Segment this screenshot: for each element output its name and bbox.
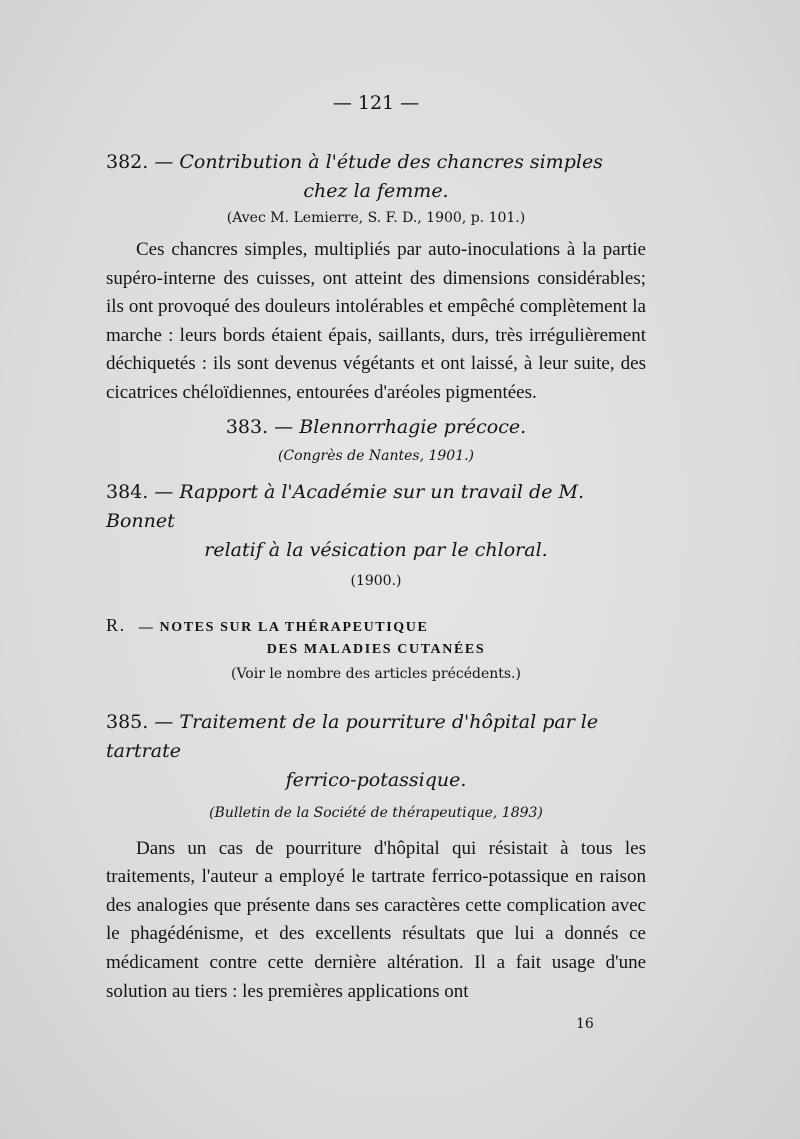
entry-382-source: (Avec M. Lemierre, S. F. D., 1900, p. 101.) — [226, 210, 526, 226]
section-r — [106, 615, 646, 682]
page-content — [106, 92, 646, 1014]
entry-384-title-line1: — Rapport à l'Académie sur un travail de M. Bonnet — [106, 480, 584, 532]
signature-mark: 16 — [576, 1016, 594, 1032]
entry-384-title-line2: relatif à la vésication par le chloral. — [204, 538, 548, 561]
section-r-note: (Voir le nombre des articles précédents.) — [231, 665, 521, 682]
entry-384 — [106, 478, 646, 589]
section-r-letter: R. — [106, 614, 126, 635]
section-r-line1: — NOTES SUR LA THÉRAPEUTIQUE — [138, 619, 429, 635]
entry-384-title — [106, 478, 646, 565]
entry-385-source: (Bulletin de la Société de thérapeutique, 1893) — [209, 804, 543, 821]
entry-382-number: 382. — [106, 151, 149, 173]
page-number: — 121 — — [332, 92, 420, 114]
entry-385-title — [106, 708, 646, 795]
entry-384-source: (1900.) — [350, 572, 402, 589]
entry-383-title-text: — Blennorrhagie précoce. — [274, 415, 527, 438]
entry-382-body: Ces chancres simples, multipliés par auto-inoculations à la partie supéro-interne des cuisses, ont atteint des dimensions considérables; ils ont provoqué des douleurs intolérables et empêché complètement la marche : leurs bords étaient épais, saillants, durs, très irrégulièrement déchiquetés : ils sont devenus végétants et ont laissé, à leur suite, des cicatrices chéloïdiennes, entourées d'aréoles pigmentées. — [106, 239, 646, 403]
entry-384-number: 384. — [106, 480, 149, 503]
entry-382-title-line2: chez la femme. — [303, 180, 449, 202]
entry-383-title — [106, 416, 646, 438]
entry-385-title-line1: — Traitement de la pourriture d'hôpital par le tartrate — [106, 710, 599, 762]
entry-385-body: Dans un cas de pourriture d'hôpital qui résistait à tous les traitements, l'auteur a employé le tartrate ferrico-potassique en raison des analogies que présente dans ses caractères cette complication avec le phagédénisme, et des excellents résultats que lui a donnés ce médicament contre cette dernière altération. Il a fait usage d'une solution au tiers : les premières applications ont — [106, 837, 646, 1002]
entry-382-title-line1: — Contribution à l'étude des chancres simples — [154, 151, 603, 173]
entry-383-number: 383. — [225, 415, 269, 438]
entry-382-title — [106, 148, 646, 206]
entry-385 — [106, 708, 646, 1007]
entry-383-source: (Congrès de Nantes, 1901.) — [277, 447, 475, 464]
section-r-heading — [106, 615, 646, 636]
section-r-line2: DES MALADIES CUTANÉES — [266, 641, 486, 657]
entry-383 — [106, 416, 646, 464]
entry-385-number: 385. — [106, 710, 149, 733]
entry-385-title-line2: ferrico-potassique. — [285, 768, 467, 791]
entry-382 — [106, 148, 646, 408]
